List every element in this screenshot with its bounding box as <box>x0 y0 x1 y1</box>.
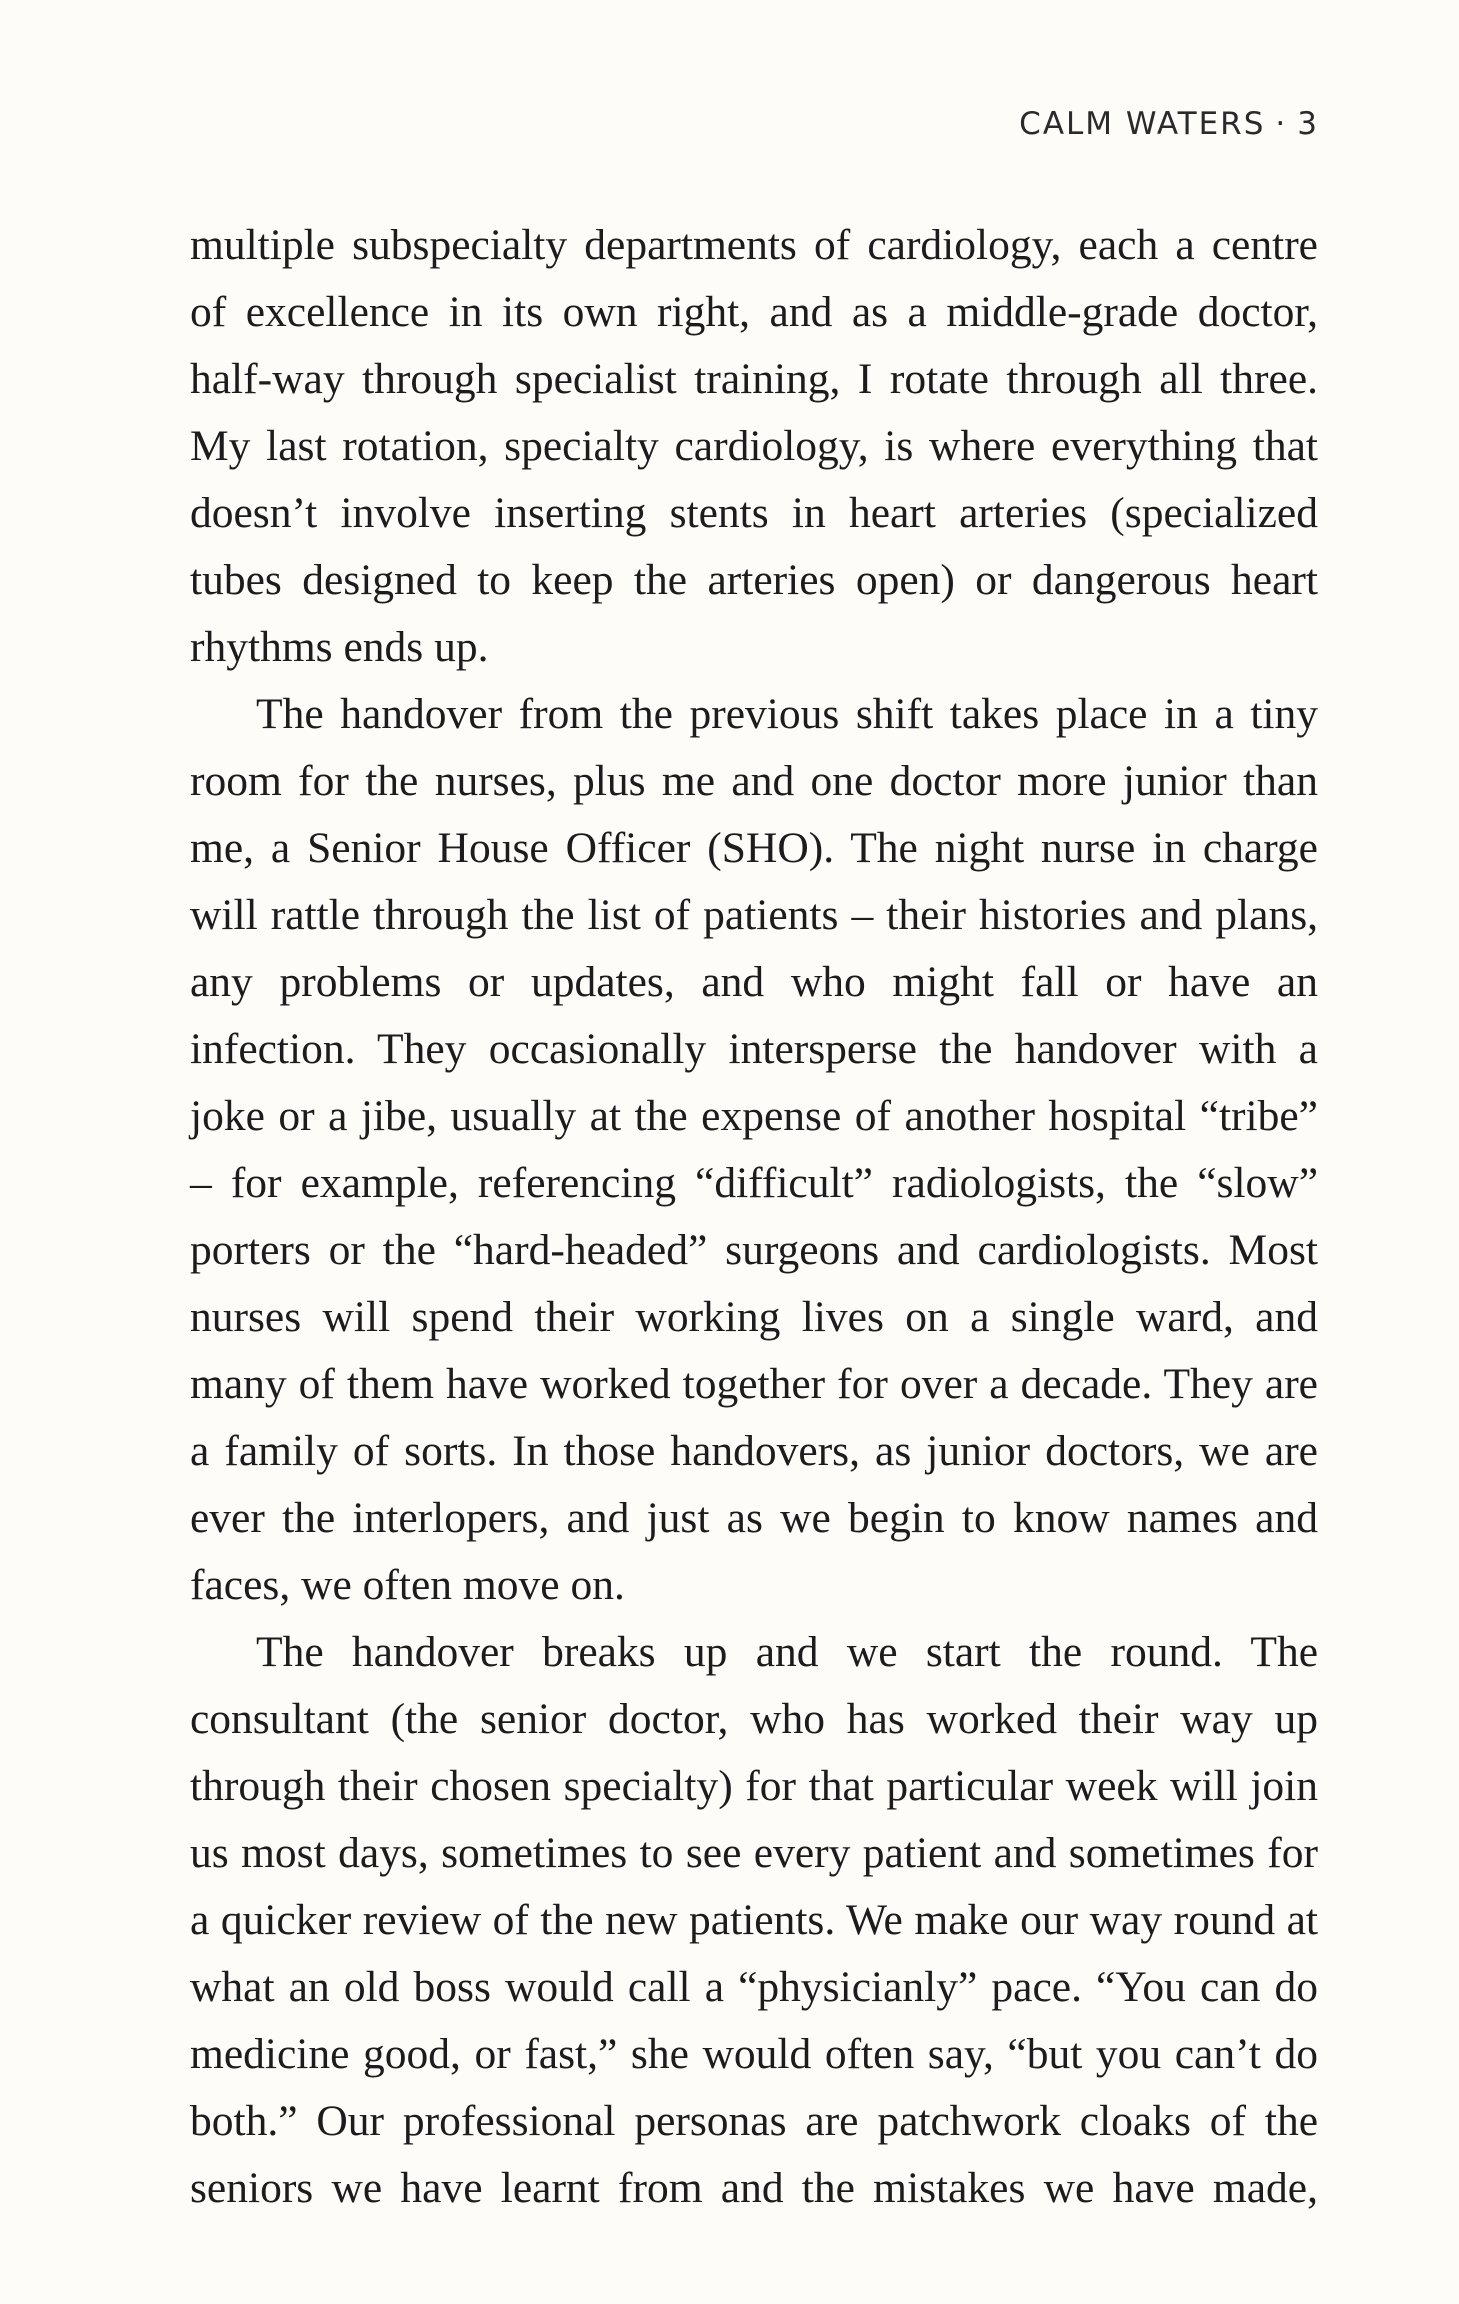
running-title: CALM WATERS <box>1019 106 1266 142</box>
page-number: 3 <box>1297 106 1319 142</box>
header-separator: · <box>1275 106 1288 142</box>
running-header <box>1019 106 1319 142</box>
paragraph-3: The handover breaks up and we start the round. The consultant (the senior doctor, who has worked their way up through their chosen specialty) for that particular week will join us most days, sometimes to see every patient and sometimes for a quicker review of the new patients. We make our way round at what an old boss would call a “physicianly” pace. “You can do medicine good, or fast,” she would often say, “but you can’t do both.” Our professional personas are patchwork cloaks of the seniors we have learnt from and the mistakes we have made, <box>190 1628 1318 2212</box>
body-text <box>190 212 1318 2222</box>
paragraph-2: The handover from the previous shift takes place in a tiny room for the nurses, plus me and one doctor more junior than me, a Senior House Officer (SHO). The night nurse in charge will rattle through the list of patients – their histories and plans, any problems or updates, and who might fall or have an infection. They occasionally intersperse the handover with a joke or a jibe, usually at the expense of another hospital “tribe” – for example, referencing “difficult” radiologists, the “slow” porters or the “hard-headed” surgeons and cardiologists. Most nurses will spend their working lives on a single ward, and many of them have worked together for over a decade. They are a family of sorts. In those handovers, as junior doctors, we are ever the interlopers, and just as we begin to know names and faces, we often move on. <box>190 690 1318 1609</box>
paragraph-1: multiple subspecialty departments of cardiology, each a centre of excellence in its own right, and as a middle-grade doctor, half-way through specialist training, I rotate through all three. My last rotation, specialty cardiology, is where everything that doesn’t involve inserting stents in heart arteries (specialized tubes designed to keep the arteries open) or dangerous heart rhythms ends up. <box>190 221 1318 671</box>
